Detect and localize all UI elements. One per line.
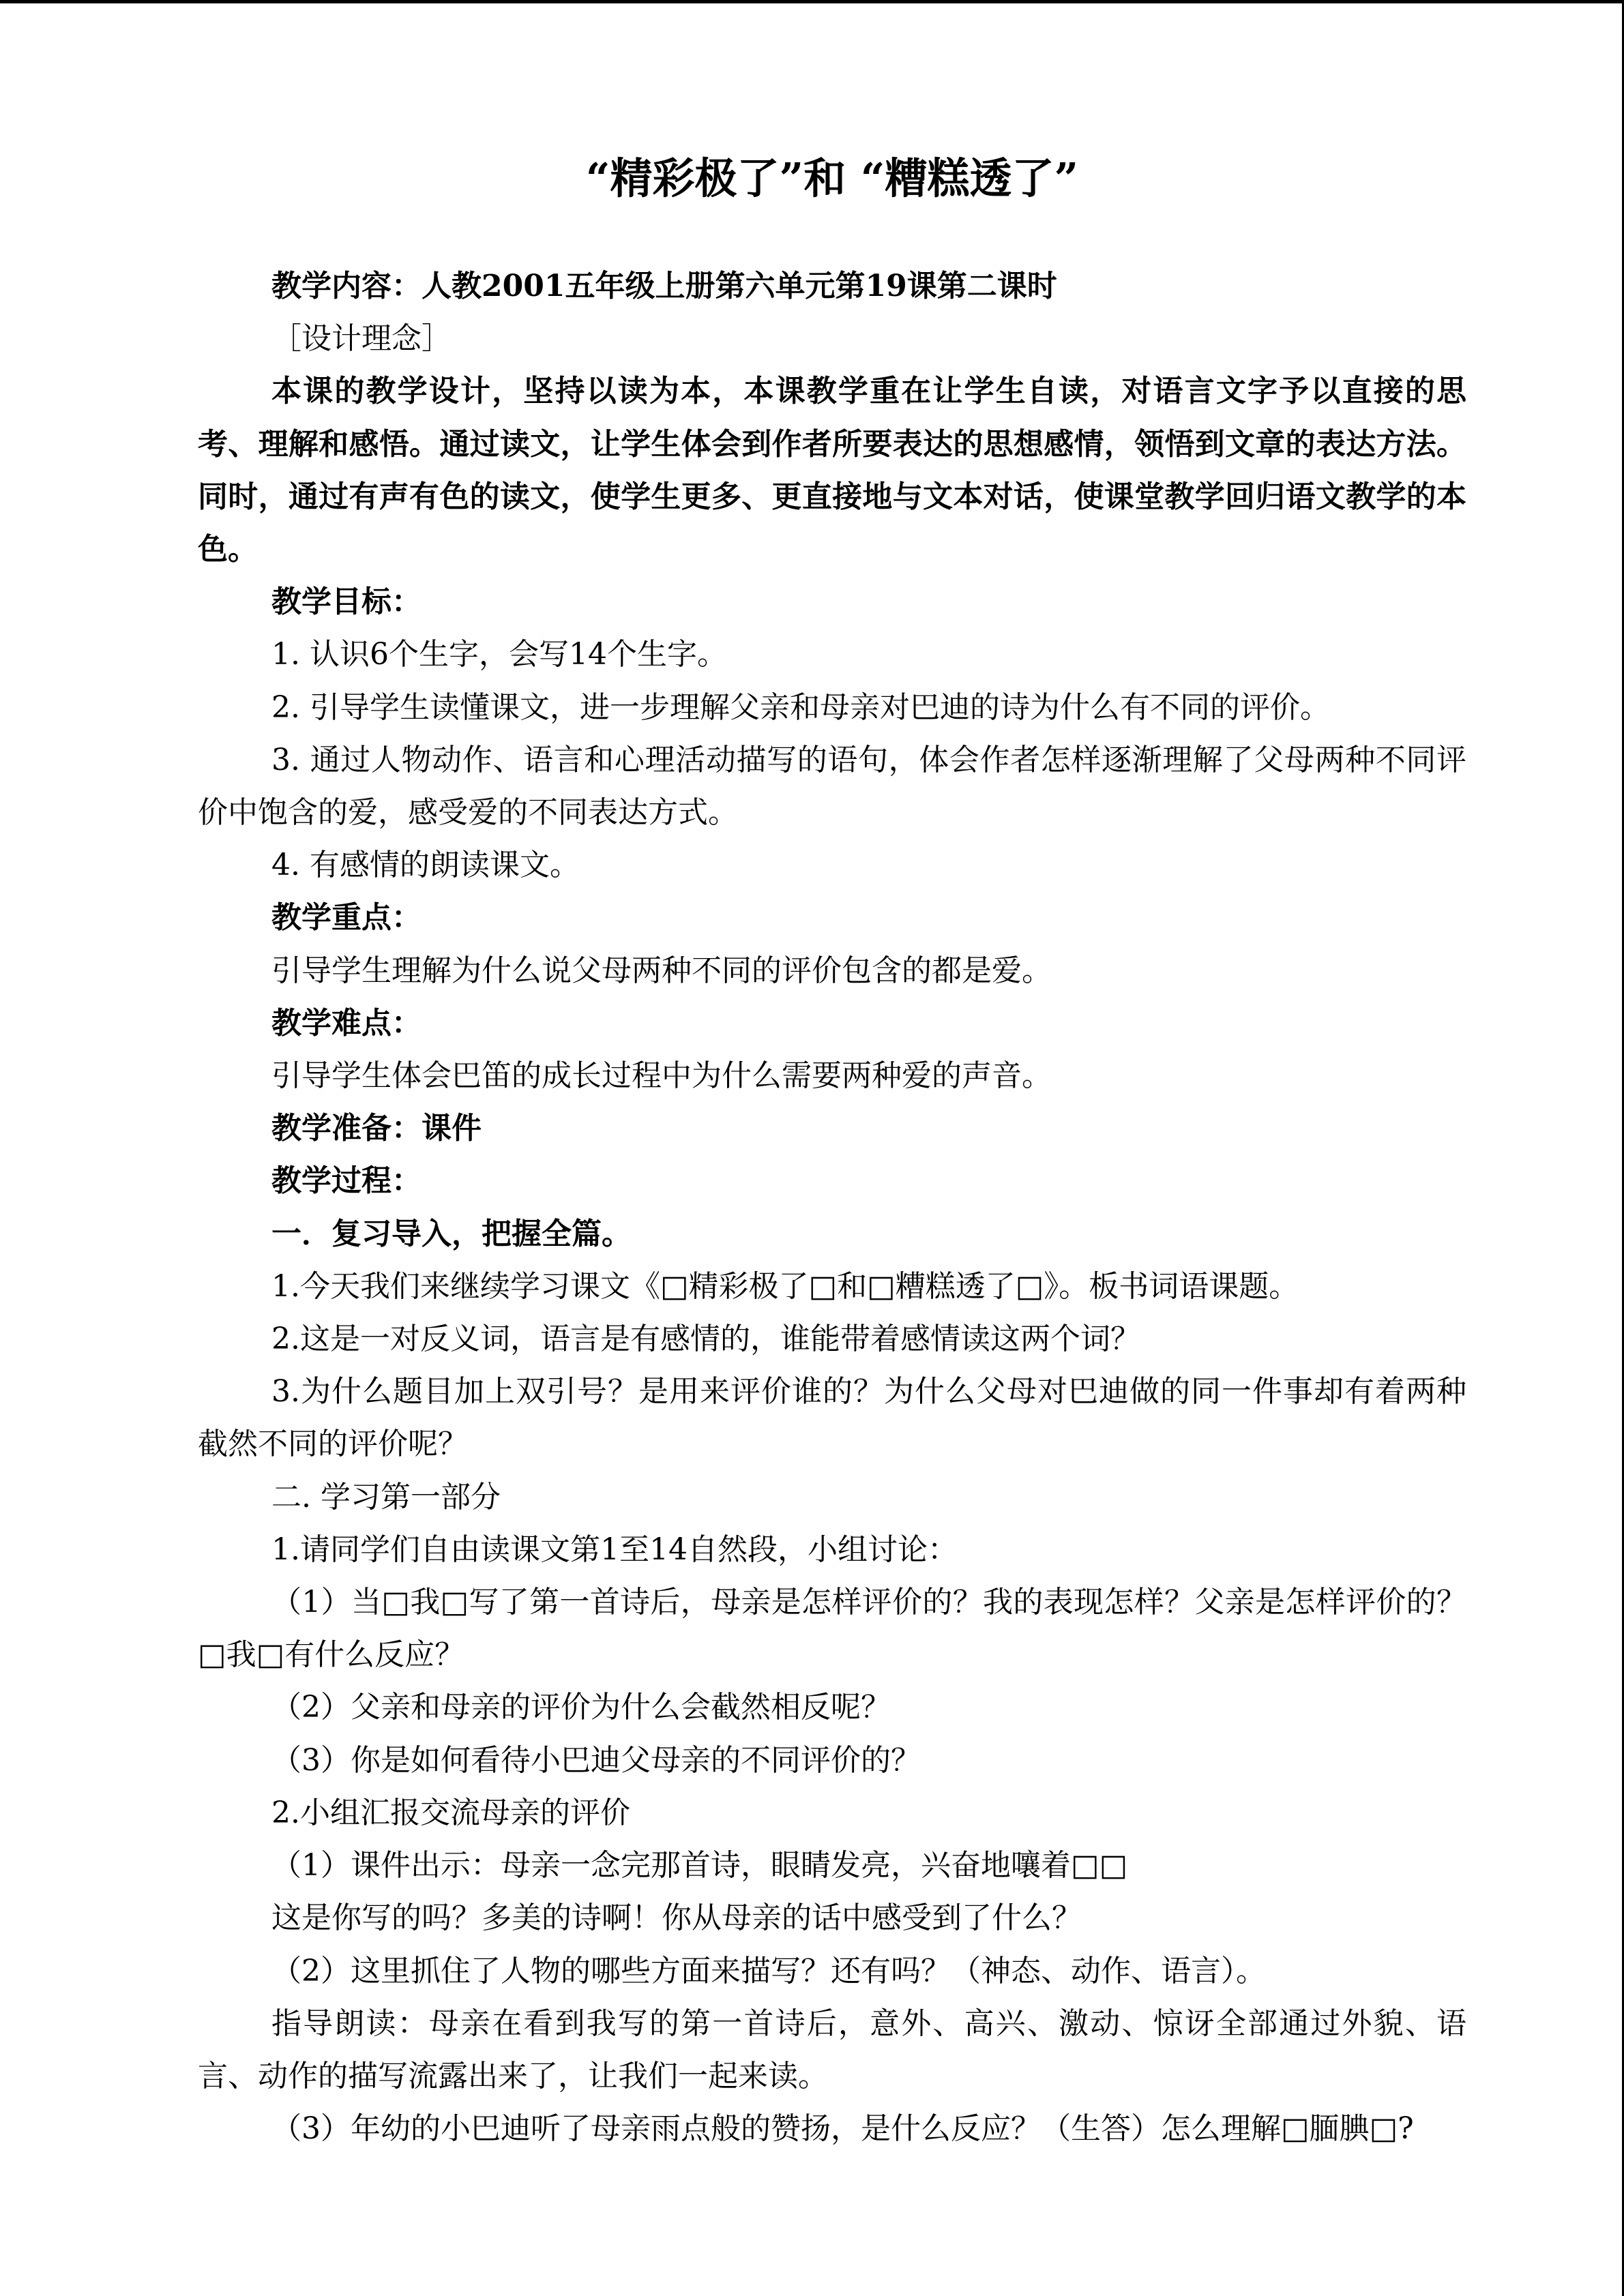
preparation: 教学准备：课件 bbox=[271, 1111, 482, 1146]
process-heading: 教学过程： bbox=[271, 1163, 422, 1199]
discussion-question-3: （3）你是如何看待小巴迪父母亲的不同评价的？ bbox=[271, 1742, 921, 1778]
section-2-item-1: 1.请同学们自由读课文第1至14自然段，小组讨论： bbox=[271, 1532, 958, 1567]
key-point-text: 引导学生理解为什么说父母两种不同的评价包含的都是爱。 bbox=[271, 953, 1052, 988]
objective-4: 4. 有感情的朗读课文。 bbox=[271, 848, 580, 883]
objective-2: 2. 引导学生读懂课文，进一步理解父亲和母亲对巴迪的诗为什么有不同的评价。 bbox=[271, 689, 1330, 725]
section-1-heading: 一．复习导入，把握全篇。 bbox=[271, 1216, 632, 1251]
mother-quote-question: 这是你写的吗？多美的诗啊！你从母亲的话中感受到了什么？ bbox=[271, 1900, 1082, 1936]
reaction-question: （3）年幼的小巴迪听了母亲雨点般的赞扬，是什么反应？（生答）怎么理解□腼腆□? bbox=[271, 2111, 1414, 2147]
discussion-question-1: （1）当□我□写了第一首诗后，母亲是怎样评价的？我的表现怎样？父亲是怎样评价的？□我□有什么反应？ bbox=[198, 1585, 1466, 1673]
objective-3: 3. 通过人物动作、语言和心理活动描写的语句，体会作者怎样逐渐理解了父母两种不同评价中饱含的爱，感受爱的不同表达方式。 bbox=[198, 742, 1466, 831]
courseware-display: （1）课件出示：母亲一念完那首诗，眼睛发亮，兴奋地嚷着□□ bbox=[271, 1848, 1128, 1883]
section-1-item-1: 1.今天我们来继续学习课文《□精彩极了□和□糟糕透了□》。板书词语课题。 bbox=[271, 1268, 1299, 1304]
description-question: （2）这里抓住了人物的哪些方面来描写？还有吗？（神态、动作、语言）。 bbox=[271, 1953, 1266, 1988]
section-2-item-2: 2.小组汇报交流母亲的评价 bbox=[271, 1795, 630, 1830]
section-1-item-3: 3.为什么题目加上双引号？是用来评价谁的？为什么父母对巴迪做的同一件事却有着两种截然不同的评价呢？ bbox=[198, 1374, 1466, 1462]
key-point-heading: 教学重点： bbox=[271, 900, 422, 936]
section-1-item-2: 2.这是一对反义词，语言是有感情的，谁能带着感情读这两个词？ bbox=[271, 1322, 1140, 1357]
objective-1: 1. 认识6个生字，会写14个生字。 bbox=[271, 637, 727, 672]
discussion-question-2: （2）父亲和母亲的评价为什么会截然相反呢？ bbox=[271, 1690, 891, 1725]
reading-guidance: 指导朗读：母亲在看到我写的第一首诗后，意外、高兴、激动、惊讶全部通过外貌、语言、动作的描写流露出来了，让我们一起来读。 bbox=[198, 2006, 1466, 2093]
section-2-heading: 二. 学习第一部分 bbox=[271, 1479, 501, 1515]
teaching-content: 教学内容：人教2001五年级上册第六单元第19课第二课时 bbox=[271, 269, 1057, 303]
document-title: “精彩极了”和 “糟糕透了” bbox=[585, 153, 1079, 203]
objectives-heading: 教学目标： bbox=[271, 584, 422, 620]
design-concept-heading: ［设计理念］ bbox=[271, 321, 452, 357]
difficulty-heading: 教学难点： bbox=[271, 1005, 422, 1041]
design-concept-text: 本课的教学设计，坚持以读为本，本课教学重在让学生自读，对语言文字予以直接的思考、理解和感悟。通过读文，让学生体会到作者所要表达的思想感情，领悟到文章的表达方法。同时，通过有声有色的读文，使学生更多、更直接地与文本对话，使课堂教学回归语文教学的本色。 bbox=[198, 374, 1466, 567]
top-border-line bbox=[0, 0, 1624, 3]
difficulty-text: 引导学生体会巴笛的成长过程中为什么需要两种爱的声音。 bbox=[271, 1058, 1052, 1094]
document-body bbox=[198, 260, 1466, 2155]
